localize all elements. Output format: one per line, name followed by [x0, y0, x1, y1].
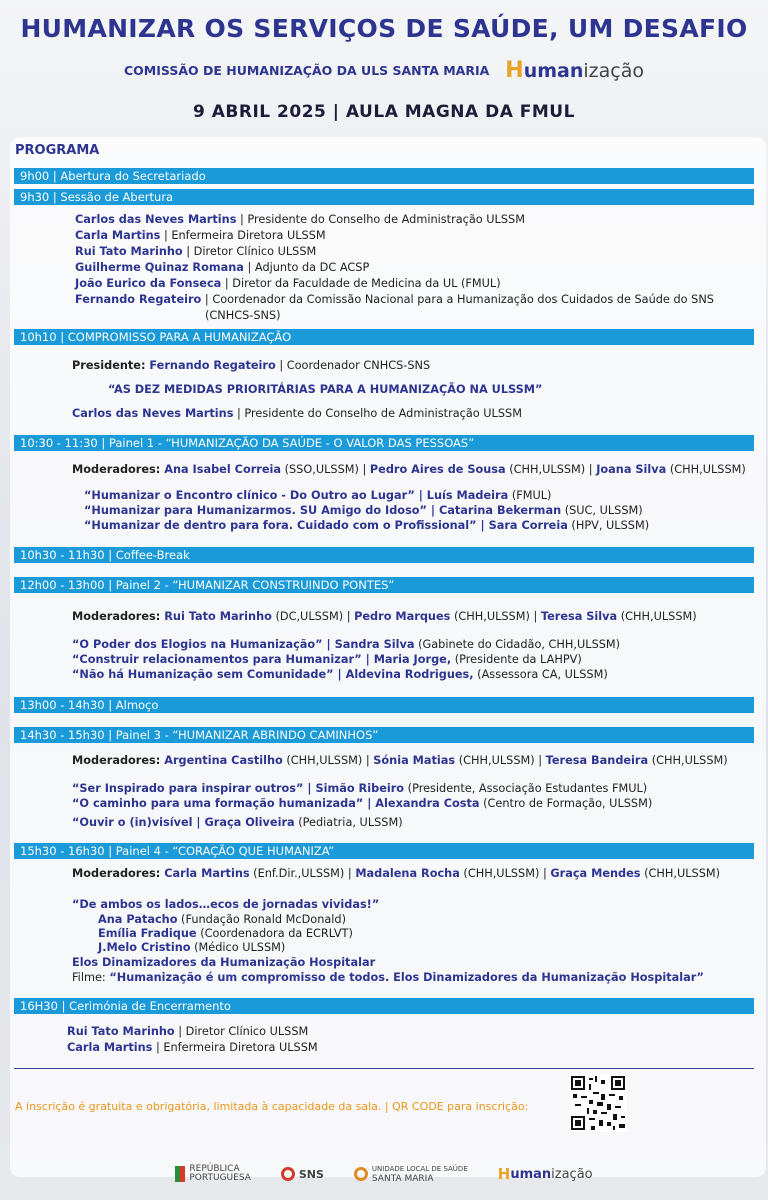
- moderators-line: Moderadores: Rui Tato Marinho (DC,ULSSM) | Pedro Marques (CHH,ULSSM) | Teresa Silva (CHH,ULSSM): [72, 610, 697, 623]
- talk-line: “Não há Humanização sem Comunidade” | Aldevina Rodrigues, (Assessora CA, ULSSM): [72, 668, 608, 681]
- humanizacao-logo: H uman ização: [505, 58, 644, 83]
- footer-logos: [0, 1164, 768, 1184]
- session-bar: 13h00 - 14h30 | Almoço: [14, 697, 754, 713]
- subtitle-row: [0, 58, 768, 83]
- session-bar: 9h30 | Sessão de Abertura: [14, 189, 754, 205]
- session-bar: 15h30 - 16h30 | Painel 4 - “CORAÇÃO QUE HUMANIZA”: [14, 843, 754, 859]
- session-bar: 10:30 - 11:30 | Painel 1 - “HUMANIZAÇÃO DA SAÚDE - O VALOR DAS PESSOAS”: [14, 435, 754, 451]
- speaker-line-cont: (CNHCS-SNS): [205, 309, 281, 322]
- talk-line: “Humanizar para Humanizarmos. SU Amigo do Idoso” | Catarina Bekerman (SUC, ULSSM): [84, 504, 643, 517]
- talk-title: “De ambos os lados…ecos de jornadas vividas!”: [72, 898, 380, 911]
- speaker-line: Carlos das Neves Martins | Presidente do Conselho de Administração ULSSM: [72, 407, 522, 420]
- session-bar: 10h10 | COMPROMISSO PARA A HUMANIZAÇÃO: [14, 329, 754, 345]
- talk-line: “Ser Inspirado para inspirar outros” | Simão Ribeiro (Presidente, Associação Estudantes FMUL): [72, 782, 648, 795]
- speaker-line: Carlos das Neves Martins | Presidente do Conselho de Administração ULSSM: [75, 213, 525, 226]
- divider: [14, 1068, 754, 1069]
- moderators-line: Moderadores: Carla Martins (Enf.Dir.,ULSSM) | Madalena Rocha (CHH,ULSSM) | Graça Mendes (CHH,ULSSM): [72, 867, 721, 880]
- registration-note: A inscrição é gratuita e obrigatória, limitada à capacidade da sala. | QR CODE para inscrição:: [15, 1100, 529, 1113]
- session-bar: 14h30 - 15h30 | Painel 3 - “HUMANIZAR ABRINDO CAMINHOS”: [14, 727, 754, 743]
- talk-line: “Humanizar de dentro para fora. Cuidado com o Profissional” | Sara Correia (HPV, ULSSM): [84, 519, 650, 532]
- speaker-line: Guilherme Quinaz Romana | Adjunto da DC ACSP: [75, 261, 370, 274]
- speaker-line: João Eurico da Fonseca | Diretor da Faculdade de Medicina da UL (FMUL): [75, 277, 501, 290]
- guest-line: Emília Fradique (Coordenadora da ECRLVT): [98, 927, 353, 940]
- speaker-line: Carla Martins | Enfermeira Diretora ULSSM: [75, 229, 326, 242]
- event-title: HUMANIZAR OS SERVIÇOS DE SAÚDE, UM DESAFIO: [20, 14, 748, 43]
- sns-icon: [281, 1167, 295, 1181]
- president-line: Presidente: Fernando Regateiro | Coordenador CNHCS-SNS: [72, 359, 431, 372]
- talk-line: “O Poder dos Elogios na Humanização” | Sandra Silva (Gabinete do Cidadão, CHH,ULSSM): [72, 638, 621, 651]
- uls-icon: [354, 1167, 368, 1181]
- subtitle: COMISSÃO DE HUMANIZAÇÃO DA ULS SANTA MARIA: [123, 63, 490, 78]
- elos-line: Elos Dinamizadores da Humanização Hospitalar: [72, 956, 376, 969]
- republica-logo: REPÚBLICA PORTUGUESA: [175, 1165, 250, 1183]
- speaker-line: Carla Martins | Enfermeira Diretora ULSSM: [67, 1041, 318, 1054]
- talk-line: “O caminho para uma formação humanizada” | Alexandra Costa (Centro de Formação, ULSSM): [72, 797, 653, 810]
- uls-logo: UNIDADE LOCAL DE SAÚDE SANTA MARIA: [354, 1164, 468, 1184]
- guest-line: Ana Patacho (Fundação Ronald McDonald): [98, 913, 347, 926]
- program-heading: PROGRAMA: [15, 143, 100, 158]
- sns-logo: SNS: [281, 1167, 324, 1181]
- speaker-line: Fernando Regateiro | Coordenador da Comissão Nacional para a Humanização dos Cuidados de Saúde do SNS: [75, 293, 714, 306]
- registration-qr-code[interactable]: [569, 1074, 627, 1132]
- talk-line: “Construir relacionamentos para Humanizar” | Maria Jorge, (Presidente da LAHPV): [72, 653, 582, 666]
- session-bar: 16H30 | Cerimónia de Encerramento: [14, 998, 754, 1014]
- moderators-line: Moderadores: Argentina Castilho (CHH,ULSSM) | Sónia Matias (CHH,ULSSM) | Teresa Bandeira (CHH,ULSSM): [72, 754, 728, 767]
- session-bar: 10h30 - 11h30 | Coffee-Break: [14, 547, 754, 563]
- session-bar: 12h00 - 13h00 | Painel 2 - “HUMANIZAR CONSTRUINDO PONTES”: [14, 577, 754, 593]
- moderators-line: Moderadores: Ana Isabel Correia (SSO,ULSSM) | Pedro Aires de Sousa (CHH,ULSSM) | Joana Silva (CHH,ULSSM): [72, 463, 746, 476]
- speaker-line: Rui Tato Marinho | Diretor Clínico ULSSM: [67, 1025, 309, 1038]
- film-line: Filme: “Humanização é um compromisso de todos. Elos Dinamizadores da Humanização Hospitalar”: [72, 971, 704, 984]
- humanizacao-footer-logo: H uman ização: [497, 1165, 593, 1183]
- talk-line: “Ouvir o (in)visível | Graça Oliveira (Pediatria, ULSSM): [72, 816, 403, 829]
- talk-line: “Humanizar o Encontro clínico - Do Outro ao Lugar” | Luís Madeira (FMUL): [84, 489, 552, 502]
- guest-line: J.Melo Cristino (Médico ULSSM): [98, 941, 286, 954]
- speaker-line: Rui Tato Marinho | Diretor Clínico ULSSM: [75, 245, 317, 258]
- session-bar: 9h00 | Abertura do Secretariado: [14, 168, 754, 184]
- talk-title: “AS DEZ MEDIDAS PRIORITÁRIAS PARA A HUMANIZAÇÃO NA ULSSM”: [108, 383, 543, 396]
- flag-icon: [175, 1166, 185, 1182]
- event-date: 9 ABRIL 2025 | AULA MAGNA DA FMUL: [193, 102, 575, 122]
